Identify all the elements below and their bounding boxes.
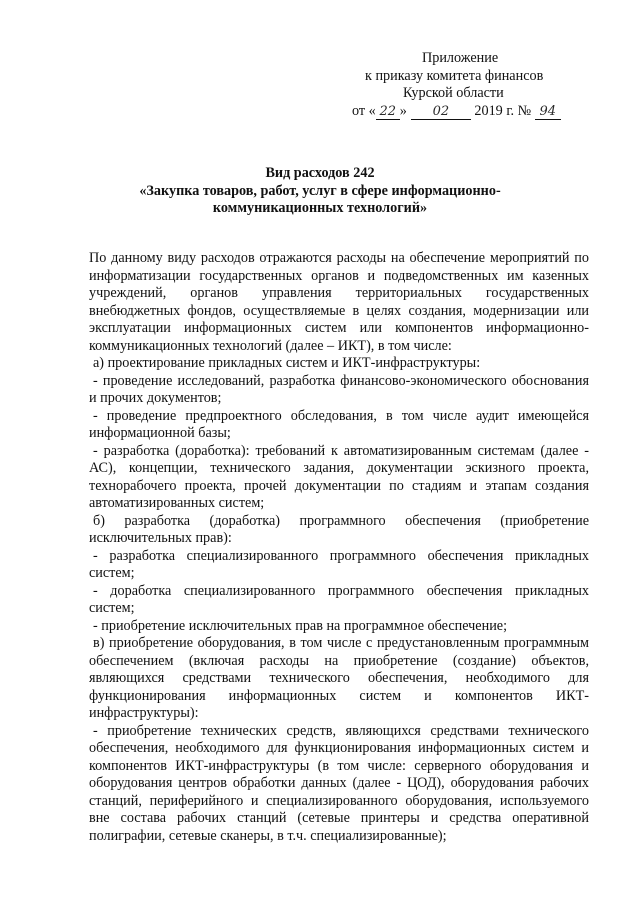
date-mid: »	[399, 102, 407, 119]
appendix-line-2: к приказу комитета финансов	[365, 67, 544, 84]
paragraph-a-3	[89, 443, 589, 513]
paragraph-b-text: б) разработка (доработка) программного обеспечения (приобретение исключительных прав):	[89, 512, 589, 546]
document-title	[90, 165, 550, 218]
paragraph-b-1	[89, 548, 589, 583]
appendix-header	[352, 50, 602, 120]
paragraph-a	[89, 355, 589, 373]
paragraph-a-2-text: - проведение предпроектного обследования, в том числе аудит имеющейся информационной базы;	[89, 407, 589, 441]
paragraph-b-3	[89, 618, 589, 636]
appendix-date-line	[352, 103, 602, 121]
year-and-number-label: 2019 г. №	[474, 102, 532, 119]
paragraph-intro-text: По данному виду расходов отражаются расходы на обеспечение мероприятий по информатизации государственных органов и подведомственных им казенных учреждений, органов управления территориальных государственных внебюджетных фондов, осуществляемые в целях создания, модернизации или эксплуатации информационных систем или компонентов информационно-коммуникационных технологий (далее – ИКТ), в том числе:	[89, 250, 589, 354]
handwritten-month: 02	[411, 105, 471, 120]
paragraph-a-text: а) проектирование прикладных систем и ИКТ-инфраструктуры:	[93, 355, 481, 371]
paragraph-b-2-text: - доработка специализированного программного обеспечения прикладных систем;	[89, 582, 589, 616]
appendix-line-3: Курской области	[403, 85, 504, 101]
paragraph-c	[89, 635, 589, 723]
handwritten-day: 22	[376, 105, 400, 120]
paragraph-a-2	[89, 408, 589, 443]
title-line-2: «Закупка товаров, работ, услуг в сфере информационно-	[139, 182, 501, 199]
paragraph-b-1-text: - разработка специализированного программного обеспечения прикладных систем;	[89, 547, 589, 581]
document-body	[89, 250, 589, 845]
title-line-1: Вид расходов 242	[265, 165, 375, 181]
paragraph-c-1	[89, 723, 589, 846]
paragraph-a-1	[89, 373, 589, 408]
date-prefix: от «	[352, 102, 376, 119]
paragraph-b	[89, 513, 589, 548]
paragraph-intro	[89, 250, 589, 355]
paragraph-a-1-text: - проведение исследований, разработка финансово-экономического обоснования и прочих документов;	[89, 372, 589, 406]
paragraph-c-1-text: - приобретение технических средств, являющихся средствами технического обеспечения, необходимого для функционирования информационных систем и компонентов ИКТ-инфраструктуры (в том числе: серверного оборудования и оборудования центров обработки данных (далее - ЦОД), оборудования рабочих станций, периферийного и специализированного оборудования, используемого вне состава рабочих станций (сетевые принтеры и средства оперативной полиграфии, сетевые сканеры, в т.ч. специализированные);	[89, 722, 589, 844]
title-line-3: коммуникационных технологий»	[212, 200, 428, 216]
paragraph-b-2	[89, 583, 589, 618]
paragraph-b-3-text: - приобретение исключительных прав на программное обеспечение;	[93, 617, 508, 634]
appendix-line-1: Приложение	[422, 50, 499, 66]
paragraph-a-3-text: - разработка (доработка): требований к автоматизированным системам (далее - АС), концепции, технического задания, документации эскизного проекта, технорабочего проекта, прочей документации по стадиям и этапам создания автоматизированных систем;	[89, 442, 589, 511]
paragraph-c-text: в) приобретение оборудования, в том числе с предустановленным программным обеспечением (включая расходы на приобретение (создание) объектов, являющихся средствами технического обеспечения, необходимого для функционирования информационных систем и компонентов ИКТ-инфраструктуры):	[89, 635, 589, 721]
handwritten-number: 94	[535, 105, 561, 120]
